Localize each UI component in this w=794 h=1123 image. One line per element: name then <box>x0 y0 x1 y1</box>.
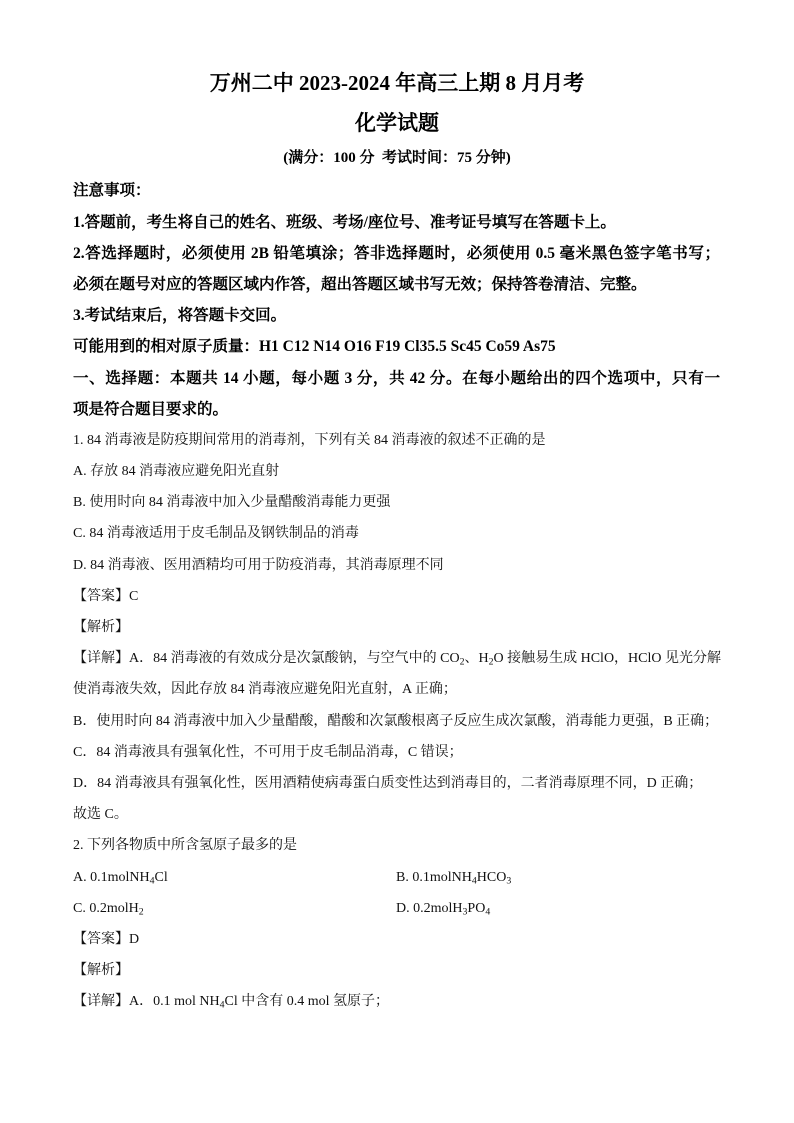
q2-analysis-label: 【解析】 <box>73 963 129 979</box>
text-run: Cl 中含有 0.4 mol 氢原子； <box>224 994 390 1010</box>
q2-option-d <box>396 893 490 924</box>
q2-option-a <box>73 862 396 893</box>
subscript: 4 <box>149 874 155 886</box>
notice-heading: 注意事项： <box>73 182 151 200</box>
q1-analysis-label: 【解析】 <box>73 620 129 636</box>
q2-option-c <box>73 893 396 924</box>
section-instruction-continued: 项是符合题目要求的。 <box>73 400 229 418</box>
q1-detail-line-5: D．84 消毒液具有强氧化性，医用酒精使病毒蛋白质变性达到消毒目的，二者消毒原理不同，D 正确； <box>73 775 703 791</box>
q1-option-b: B. 使用时向 84 消毒液中加入少量醋酸消毒能力更强 <box>73 495 391 511</box>
section-instruction: 一、选择题：本题共 14 小题，每小题 3 分，共 42 分。在每小题给出的四个选项中，只有一 <box>73 369 720 387</box>
atomic-mass-info: 可能用到的相对原子质量：H1 C12 N14 O16 F19 Cl35.5 Sc45 Co59 As75 <box>73 338 556 356</box>
text-run: B. 0.1molNH <box>396 869 472 885</box>
q1-detail-line-3: B．使用时向 84 消毒液中加入少量醋酸，醋酸和次氯酸根离子反应生成次氯酸，消毒能力更强，B 正确； <box>73 713 719 729</box>
q1-answer: 【答案】C <box>73 588 139 604</box>
exam-body <box>73 175 720 1017</box>
subscript: 4 <box>485 906 491 918</box>
q2-stem: 2. 下列各物质中所含氢原子最多的是 <box>73 838 297 854</box>
text-run: HCO <box>476 869 507 885</box>
subject-title: 化学试题 <box>355 111 439 135</box>
subscript: 2 <box>488 656 494 668</box>
score-time-info: (满分：100 分 考试时间：75 分钟) <box>283 150 511 166</box>
q2-options-row-1 <box>73 862 720 893</box>
text-run: D. 0.2molH <box>396 900 463 916</box>
q1-option-d: D. 84 消毒液、医用酒精均可用于防疫消毒，其消毒原理不同 <box>73 557 444 573</box>
subscript: 3 <box>506 874 512 886</box>
subscript: 2 <box>459 656 465 668</box>
q2-option-b <box>396 862 511 893</box>
subscript: 4 <box>471 874 477 886</box>
q1-detail-line-2: 使消毒液失效，因此存放 84 消毒液应避免阳光直射，A 正确； <box>73 682 457 698</box>
exam-title: 万州二中 2023-2024 年高三上期 8 月月考 <box>209 71 585 95</box>
q1-detail-line-1 <box>73 643 720 674</box>
q1-option-a: A. 存放 84 消毒液应避免阳光直射 <box>73 464 280 480</box>
text-run: Cl <box>154 869 168 885</box>
text-run: A. 0.1molNH <box>73 869 150 885</box>
notice-item-2-continued: 必须在题号对应的答题区域内作答，超出答题区域书写无效；保持答卷清洁、完整。 <box>73 275 647 293</box>
q2-options-row-2 <box>73 893 720 924</box>
text-run: 【详解】A．0.1 mol NH <box>73 994 220 1010</box>
text-run: O 接触易生成 HClO，HClO 见光分解 <box>493 651 722 667</box>
notice-item-1: 1.答题前，考生将自己的姓名、班级、考场/座位号、准考证号填写在答题卡上。 <box>73 213 616 231</box>
q2-answer: 【答案】D <box>73 931 140 947</box>
subscript: 4 <box>219 999 225 1011</box>
text-run: 、H <box>464 651 489 667</box>
notice-item-3: 3.考试结束后，将答题卡交回。 <box>73 307 287 325</box>
subscript: 2 <box>138 906 144 918</box>
subscript: 3 <box>462 906 468 918</box>
q1-conclusion: 故选 C。 <box>73 807 128 823</box>
text-run: C. 0.2molH <box>73 900 139 916</box>
q1-option-c: C. 84 消毒液适用于皮毛制品及钢铁制品的消毒 <box>73 526 359 542</box>
q1-stem: 1. 84 消毒液是防疫期间常用的消毒剂，下列有关 84 消毒液的叙述不正确的是 <box>73 432 546 448</box>
text-run: 【详解】A．84 消毒液的有效成分是次氯酸钠，与空气中的 CO <box>73 651 460 667</box>
q2-detail-line-1 <box>73 986 720 1017</box>
text-run: PO <box>467 900 486 916</box>
notice-item-2: 2.答选择题时，必须使用 2B 铅笔填涂；答非选择题时，必须使用 0.5 毫米黑色签字笔书写； <box>73 244 720 262</box>
q1-detail-line-4: C．84 消毒液具有强氧化性，不可用于皮毛制品消毒，C 错误； <box>73 744 463 760</box>
